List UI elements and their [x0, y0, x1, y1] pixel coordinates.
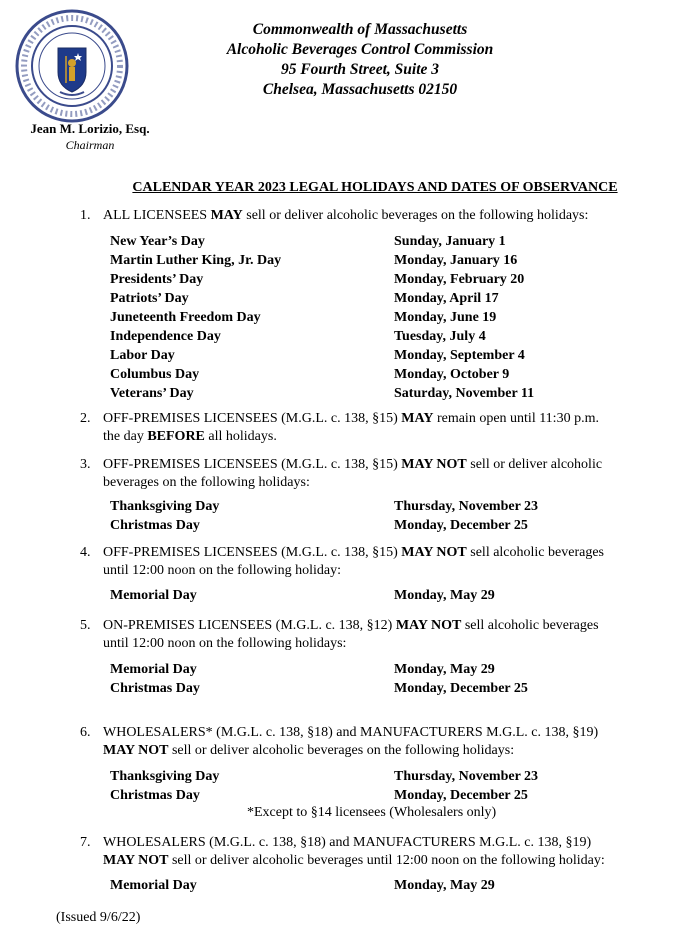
item-number: 4.	[80, 545, 91, 560]
holiday-name: Christmas Day	[110, 681, 200, 696]
holiday-date: Monday, September 4	[394, 348, 525, 363]
holiday-date: Monday, October 9	[394, 367, 510, 382]
holiday-date: Saturday, November 11	[394, 386, 535, 401]
item-number: 7.	[80, 835, 91, 850]
holiday-date: Monday, April 17	[394, 291, 499, 306]
header-line-city: Chelsea, Massachusetts 02150	[262, 81, 458, 98]
wholesaler-exception-note: *Except to §14 licensees (Wholesalers only)	[247, 805, 497, 820]
item-7-text-line2: MAY NOT sell or deliver alcoholic beverages until 12:00 noon on the following holiday:	[103, 853, 605, 868]
holiday-date: Monday, December 25	[394, 681, 528, 696]
holiday-date: Monday, May 29	[394, 588, 495, 603]
holiday-date: Monday, February 20	[394, 272, 525, 287]
item-number: 2.	[80, 411, 91, 426]
holiday-date: Monday, May 29	[394, 662, 495, 677]
holiday-date: Sunday, January 1	[394, 234, 506, 249]
holiday-name: Juneteenth Freedom Day	[110, 310, 261, 325]
item-7-text: WHOLESALERS (M.G.L. c. 138, §18) and MANUFACTURERS M.G.L. c. 138, §19)	[103, 835, 592, 850]
holiday-name: Christmas Day	[110, 788, 200, 803]
item-number: 5.	[80, 618, 91, 633]
item-4-text: OFF-PREMISES LICENSEES (M.G.L. c. 138, §15) MAY NOT sell alcoholic beverages	[103, 545, 604, 560]
holiday-name: New Year’s Day	[110, 234, 205, 249]
item-number: 6.	[80, 725, 91, 740]
holiday-name: Thanksgiving Day	[110, 499, 220, 514]
item-2-text: OFF-PREMISES LICENSEES (M.G.L. c. 138, §15) MAY remain open until 11:30 p.m.	[103, 411, 599, 426]
holiday-name: Veterans’ Day	[110, 386, 194, 401]
item-number: 1.	[80, 208, 91, 223]
massachusetts-abcc-seal	[14, 8, 130, 124]
header-line-commonwealth: Commonwealth of Massachusetts	[252, 21, 468, 38]
holiday-date: Thursday, November 23	[394, 769, 539, 784]
holiday-date: Monday, May 29	[394, 878, 495, 893]
item-3-text: OFF-PREMISES LICENSEES (M.G.L. c. 138, §15) MAY NOT sell or deliver alcoholic	[103, 457, 603, 472]
holiday-name: Patriots’ Day	[110, 291, 189, 306]
holiday-name: Martin Luther King, Jr. Day	[110, 253, 282, 268]
chairman-name: Jean M. Lorizio, Esq.	[30, 121, 150, 136]
holiday-date: Thursday, November 23	[394, 499, 539, 514]
item-1-text: ALL LICENSEES MAY sell or deliver alcoholic beverages on the following holidays:	[103, 208, 589, 223]
holiday-name: Presidents’ Day	[110, 272, 204, 287]
holiday-name: Columbus Day	[110, 367, 200, 382]
item-5-text-line2: until 12:00 noon on the following holidays:	[103, 636, 347, 651]
holiday-name: Memorial Day	[110, 878, 197, 893]
holiday-name: Labor Day	[110, 348, 175, 363]
holiday-date: Monday, June 19	[394, 310, 497, 325]
holiday-name: Christmas Day	[110, 518, 200, 533]
holiday-date: Monday, December 25	[394, 518, 528, 533]
header-line-commission: Alcoholic Beverages Control Commission	[226, 41, 494, 58]
header-line-street: 95 Fourth Street, Suite 3	[280, 61, 440, 78]
item-6-text-line2: MAY NOT sell or deliver alcoholic beverages on the following holidays:	[103, 743, 515, 758]
item-6-text: WHOLESALERS* (M.G.L. c. 138, §18) and MANUFACTURERS M.G.L. c. 138, §19)	[103, 725, 599, 740]
item-5-text: ON-PREMISES LICENSEES (M.G.L. c. 138, §12) MAY NOT sell alcoholic beverages	[103, 618, 599, 633]
holiday-name: Memorial Day	[110, 662, 197, 677]
item-3-text-line2: beverages on the following holidays:	[103, 475, 310, 490]
item-2-text-line2: the day BEFORE all holidays.	[103, 429, 277, 444]
holiday-date: Monday, January 16	[394, 253, 518, 268]
holiday-name: Thanksgiving Day	[110, 769, 220, 784]
holiday-date: Tuesday, July 4	[394, 329, 486, 344]
holiday-date: Monday, December 25	[394, 788, 528, 803]
document-title: CALENDAR YEAR 2023 LEGAL HOLIDAYS AND DATES OF OBSERVANCE	[132, 180, 618, 195]
issued-date: (Issued 9/6/22)	[56, 910, 141, 925]
holiday-name: Independence Day	[110, 329, 221, 344]
holiday-name: Memorial Day	[110, 588, 197, 603]
item-4-text-line2: until 12:00 noon on the following holiday:	[103, 563, 341, 578]
item-number: 3.	[80, 457, 91, 472]
chairman-title: Chairman	[65, 138, 115, 152]
